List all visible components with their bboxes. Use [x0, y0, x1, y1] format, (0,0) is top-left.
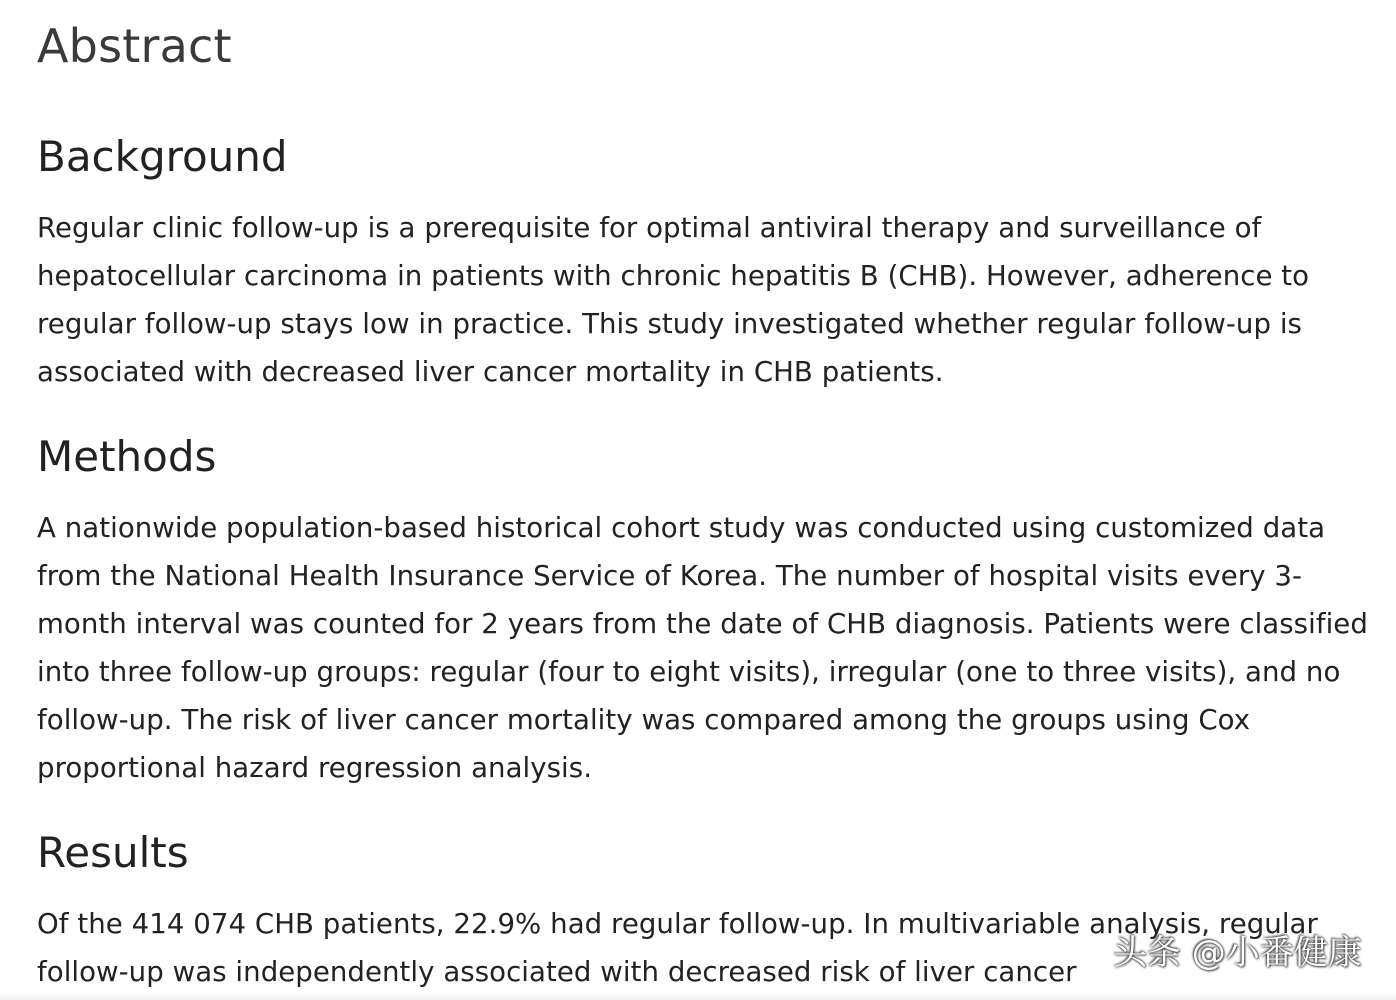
background-heading: Background [37, 132, 288, 181]
methods-heading: Methods [37, 432, 217, 481]
results-paragraph: Of the 414 074 CHB patients, 22.9% had regular follow-up. In multivariable analysis, regular follow-up was independently associated with decreased risk of liver cancer [37, 907, 1318, 988]
background-paragraph: Regular clinic follow-up is a prerequisite for optimal antiviral therapy and surveillance of hepatocellular carcinoma in patients with chronic hepatitis B (CHB). However, adherence to regular follow-up stays low in practice. This study investigated whether regular follow-up is associated with decreased liver cancer mortality in CHB patients. [37, 211, 1310, 388]
abstract-title: Abstract [37, 19, 232, 73]
bottom-edge-shadow [0, 992, 1396, 1000]
methods-paragraph: A nationwide population-based historical cohort study was conducted using customized data from the National Health Insurance Service of Korea. The number of hospital visits every 3-month interval was counted for 2 years from the date of CHB diagnosis. Patients were classified into three follow-up groups: regular (four to eight visits), irregular (one to three visits), and no follow-up. The risk of liver cancer mortality was compared among the groups using Cox proportional hazard regression analysis. [37, 511, 1368, 784]
results-heading: Results [37, 828, 189, 877]
watermark: 头条 @小番健康 [1113, 933, 1362, 973]
